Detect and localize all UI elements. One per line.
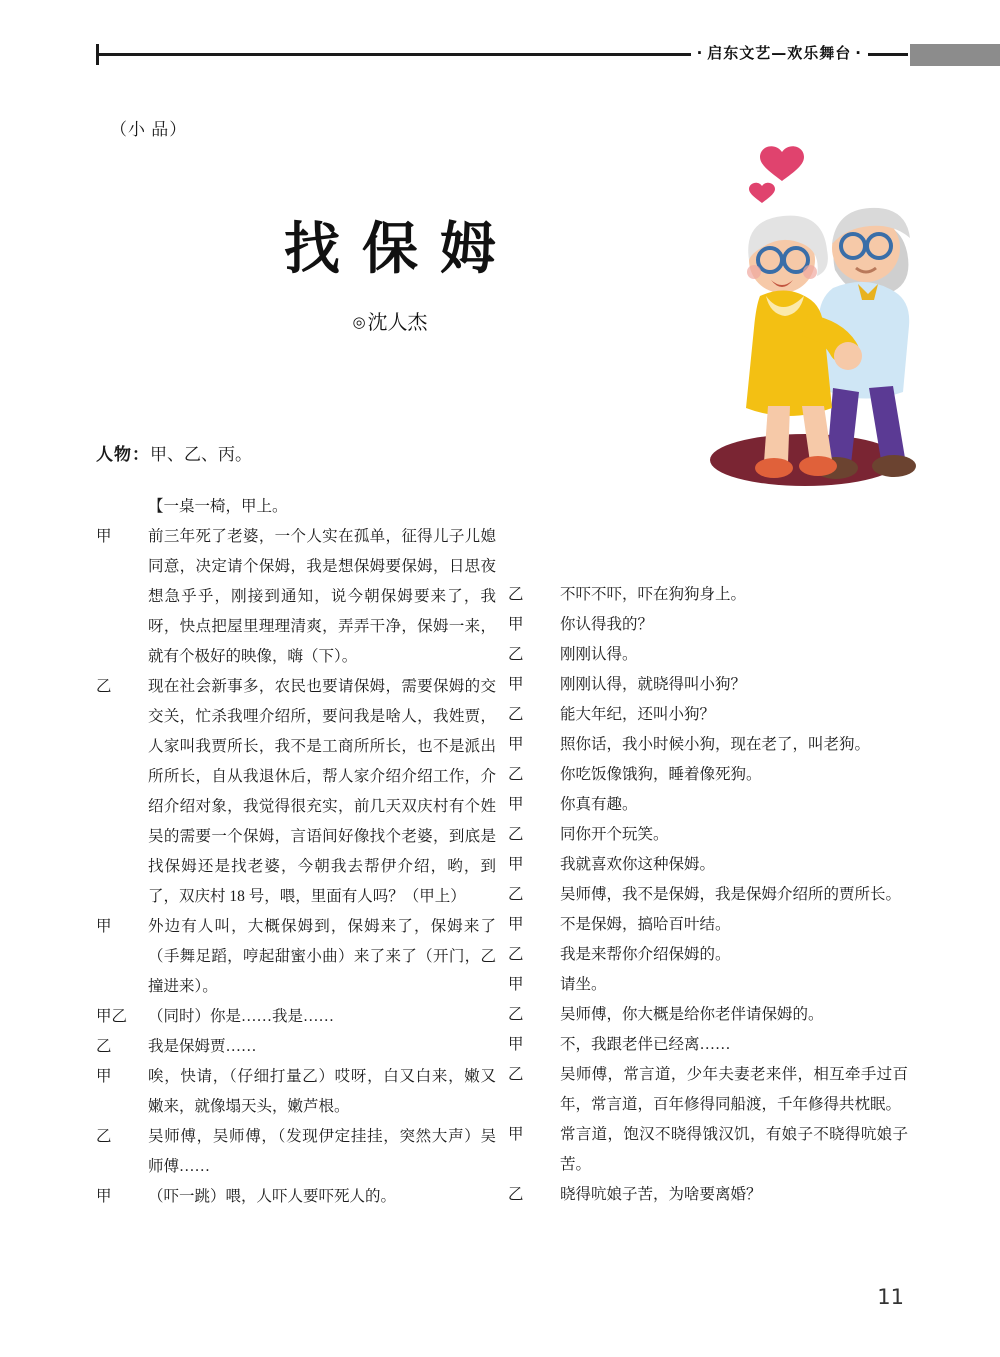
cast-value: 甲、乙、丙。: [150, 445, 252, 464]
script-line: [508, 760, 908, 790]
byline: [140, 306, 640, 335]
header-dot-right: ·: [855, 44, 862, 62]
speaker-label: 乙: [96, 1128, 112, 1145]
speaker-label: 乙: [508, 1006, 524, 1023]
speaker-label: 甲乙: [96, 1008, 128, 1025]
speaker-label: 乙: [96, 1038, 112, 1055]
speaker-text: 不，我跟老伴已经离……: [560, 1036, 731, 1053]
author-name: 沈人杰: [367, 310, 428, 334]
script-line: [508, 1180, 908, 1210]
speaker-text: 照你话，我小时候小狗，现在老了，叫老狗。: [560, 736, 871, 753]
script-line: [508, 580, 908, 610]
script-column-left: [96, 492, 496, 1212]
header-banner-text: [691, 42, 868, 63]
script-line: [508, 940, 908, 970]
speaker-text: 你吃饭像饿狗，睡着像死狗。: [560, 766, 762, 783]
speaker-text: 不吓不吓，吓在狗狗身上。: [560, 586, 747, 603]
speaker-label: 乙: [96, 678, 112, 695]
page-number: 11: [877, 1285, 904, 1309]
speaker-text: 外边有人叫，大概保姆到，保姆来了，保姆来了（手舞足蹈，哼起甜蜜小曲）来了来了（开门，乙撞进来）。: [148, 918, 496, 995]
script-line: [508, 700, 908, 730]
speaker-text: 吴师傅，吴师傅，（发现伊定挂挂，突然大声）吴师傅……: [148, 1128, 496, 1175]
cast-label: 人物：: [96, 445, 150, 465]
speaker-label: 甲: [508, 736, 524, 753]
script-line: [508, 970, 908, 1000]
script-column-right: [508, 580, 908, 1210]
speaker-text: 吴师傅，我不是保姆，我是保姆介绍所的贾所长。: [560, 886, 902, 903]
script-line: [508, 1000, 908, 1030]
speaker-label: 甲: [508, 616, 524, 633]
speaker-label: 甲: [96, 1188, 112, 1205]
speaker-label: 甲: [508, 796, 524, 813]
speaker-text: 吴师傅，常言道，少年夫妻老来伴，相互牵手过百年，常言道，百年修得同船渡，千年修得共枕眠。: [560, 1066, 908, 1113]
script-line: [96, 1182, 496, 1212]
speaker-label: 甲: [96, 918, 112, 935]
speaker-label: 甲: [508, 916, 524, 933]
speaker-text: 不是保姆，搞哈百叶结。: [560, 916, 731, 933]
script-line: [96, 1002, 496, 1032]
speaker-label: 甲: [508, 676, 524, 693]
speaker-text: （吓一跳）喂，人吓人要吓死人的。: [148, 1188, 397, 1205]
script-line: [96, 1122, 496, 1182]
script-line: [508, 610, 908, 640]
script-line: [508, 880, 908, 910]
genre-label: （小 品）: [110, 120, 188, 139]
script-line: [96, 912, 496, 1002]
speaker-label: 乙: [508, 766, 524, 783]
speaker-label: 乙: [508, 946, 524, 963]
script-line: [508, 730, 908, 760]
script-line: [96, 522, 496, 672]
speaker-text: 现在社会新事多，农民也要请保姆，需要保姆的交交关，忙杀我哩介绍所，要问我是啥人，我姓贾，人家叫我贾所长，我不是工商所所长，也不是派出所所长，自从我退休后，帮人家介绍介绍工作，介绍介绍对象，我觉得很充实，前几天双庆村有个姓吴的需要一个保姆，言语间好像找个老婆，到底是找保姆还是找老婆，今朝我去帮伊介绍，哟，到了，双庆村 18 号，喂，里面有人吗？（甲上）: [148, 678, 496, 905]
speaker-label: 甲: [508, 856, 524, 873]
speaker-text: 常言道，饱汉不晓得饿汉饥，有娘子不晓得吭娘子苦。: [560, 1126, 908, 1173]
speaker-text: （同时）你是……我是……: [148, 1008, 335, 1025]
speaker-label: 乙: [508, 586, 524, 603]
speaker-text: 我就喜欢你这种保姆。: [560, 856, 716, 873]
script-line: [508, 1060, 908, 1120]
byline-mark: ◎: [352, 313, 366, 331]
page-header: [96, 42, 1000, 68]
illustration-elderly-couple: [670, 120, 940, 500]
speaker-label: 甲: [96, 1068, 112, 1085]
speaker-label: 乙: [508, 826, 524, 843]
script-line: [96, 672, 496, 912]
script-line: [96, 1062, 496, 1122]
script-line: [508, 910, 908, 940]
speaker-label: 甲: [508, 976, 524, 993]
page-title: 找保姆: [284, 217, 518, 282]
heart-icon-small: [749, 183, 775, 203]
speaker-text: 晓得吭娘子苦，为啥要离婚？: [560, 1186, 762, 1203]
speaker-text: 你真有趣。: [560, 796, 638, 813]
speaker-label: 甲: [508, 1126, 524, 1143]
script-line: [508, 1030, 908, 1060]
speaker-text: 我是来帮你介绍保姆的。: [560, 946, 731, 963]
speaker-label: 乙: [508, 1066, 524, 1083]
speaker-label: 甲: [508, 1036, 524, 1053]
speaker-text: 能大年纪，还叫小狗？: [560, 706, 716, 723]
speaker-label: 乙: [508, 646, 524, 663]
script-line: [96, 1032, 496, 1062]
speaker-text: 刚刚认得，就晓得叫小狗？: [560, 676, 747, 693]
header-dot-left: ·: [696, 44, 704, 62]
script-line: [508, 850, 908, 880]
speaker-text: 吴师傅，你大概是给你老伴请保姆的。: [560, 1006, 824, 1023]
speaker-label: 乙: [508, 1186, 524, 1203]
script-line: [508, 820, 908, 850]
speaker-text: 刚刚认得。: [560, 646, 638, 663]
speaker-text: 你认得我的？: [560, 616, 654, 633]
speaker-text: 同你开个玩笑。: [560, 826, 669, 843]
header-gray-block: [910, 44, 1000, 66]
heart-icon-large: [760, 146, 804, 181]
speaker-text: 唉，快请，（仔细打量乙）哎呀，白又白来，嫩又嫩来，就像塌天头，嫩芦根。: [148, 1068, 496, 1115]
header-banner-label: 启东文艺—欢乐舞台: [707, 44, 852, 62]
speaker-text: 我是保姆贾……: [148, 1038, 257, 1055]
stage-direction: 【一桌一椅，甲上。: [148, 498, 288, 515]
script-line: [508, 670, 908, 700]
script-line: [508, 790, 908, 820]
speaker-text: 请坐。: [560, 976, 607, 993]
speaker-label: 甲: [96, 528, 112, 545]
speaker-label: 乙: [508, 706, 524, 723]
script-line: [508, 1120, 908, 1180]
script-line: [508, 640, 908, 670]
cast-line: [96, 440, 252, 465]
speaker-label: 乙: [508, 886, 524, 903]
speaker-text: 前三年死了老婆，一个人实在孤单，征得儿子儿媳同意，决定请个保姆，我是想保姆要保姆，日思夜想急乎乎，刚接到通知，说今朝保姆要来了，我呀，快点把屋里理理清爽，弄弄干净，保姆一来，就有个极好的映像，嗨（下）。: [148, 528, 496, 665]
